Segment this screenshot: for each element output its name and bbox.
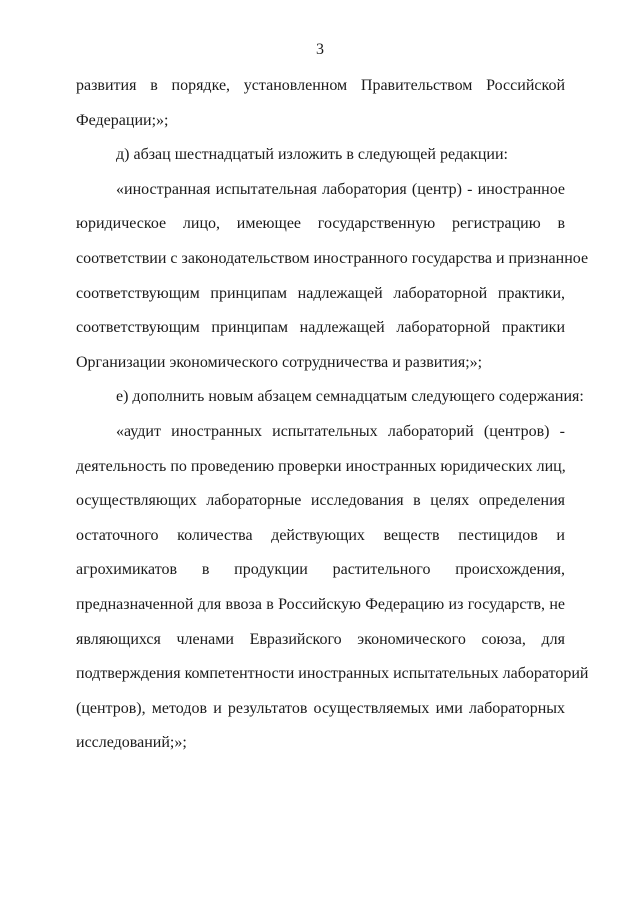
text-line: е) дополнить новым абзацем семнадцатым следующего содержания: [116, 388, 584, 406]
text-line: соответствующим принципам надлежащей лабораторной практики, [76, 284, 565, 302]
text-line: соответствующим принципам надлежащей лабораторной практики [76, 319, 565, 337]
text-line: подтверждения компетентности иностранных испытательных лабораторий [76, 665, 589, 683]
text-line: остаточного количества действующих веществ пестицидов и [76, 526, 565, 544]
text-line: деятельность по проведению проверки иностранных юридических лиц, [76, 457, 566, 475]
text-line: соответствии с законодательством иностранного государства и признанное [76, 249, 589, 267]
text-line: «иностранная испытательная лаборатория (центр) - иностранное [116, 180, 565, 198]
text-line: осуществляющих лабораторные исследования в целях определения [76, 492, 565, 510]
text-line: юридическое лицо, имеющее государственную регистрацию в [76, 215, 565, 233]
text-line: д) абзац шестнадцатый изложить в следующей редакции: [116, 146, 508, 164]
text-line: предназначенной для ввоза в Российскую Федерацию из государств, не [76, 595, 565, 613]
text-line: Организации экономического сотрудничества и развития;»; [76, 353, 483, 371]
text-line: развития в порядке, установленном Правительством Российской [76, 77, 565, 94]
text-line: исследований;»; [76, 734, 187, 752]
text-line: «аудит иностранных испытательных лабораторий (центров) - [116, 422, 565, 440]
text-line: (центров), методов и результатов осуществляемых ими лабораторных [76, 699, 565, 717]
text-line: являющихся членами Евразийского экономического союза, для [76, 630, 565, 648]
text-line: Федерации;»; [76, 111, 169, 129]
text-line: агрохимикатов в продукции растительного происхождения, [76, 561, 565, 579]
document-body [76, 69, 589, 761]
page-number: 3 [316, 41, 324, 58]
